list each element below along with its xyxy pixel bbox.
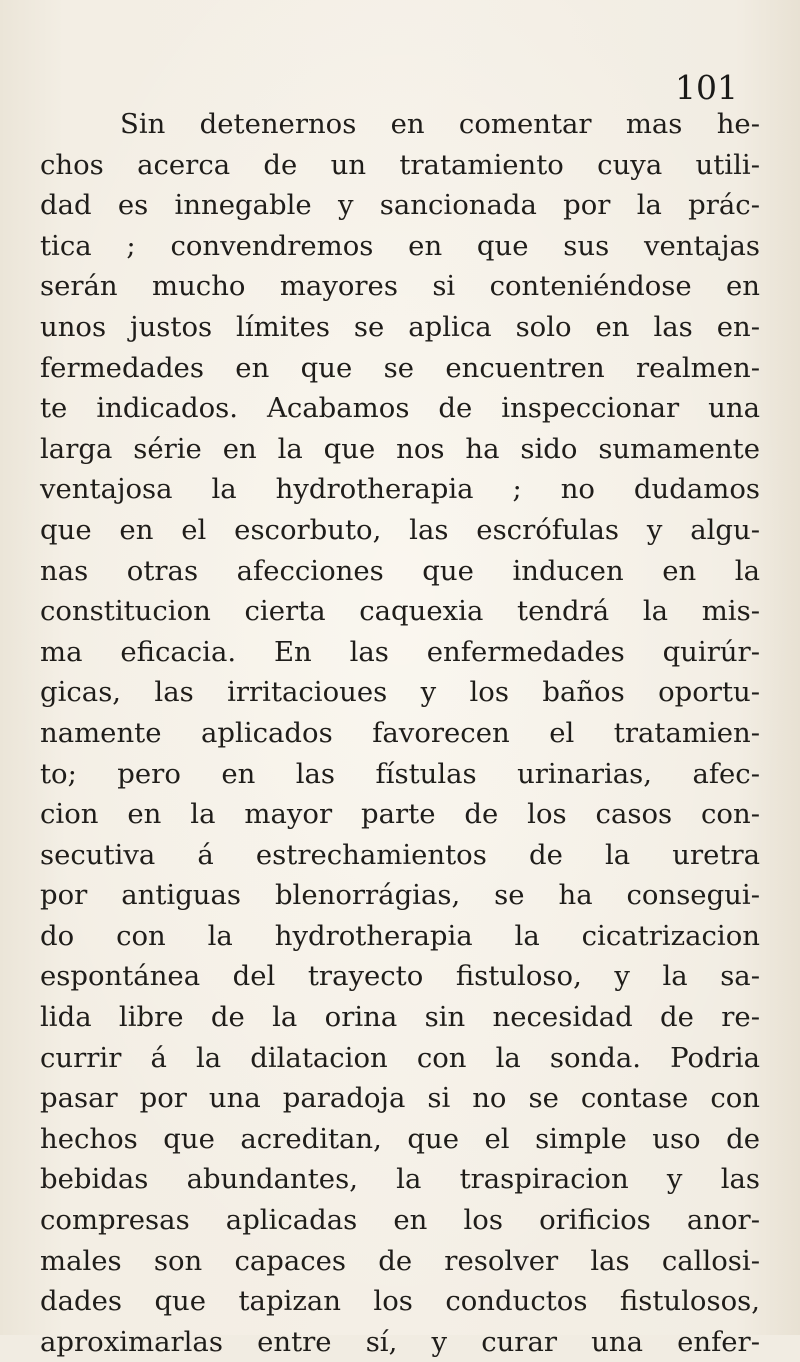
text-line: males son capaces de resolver las callosi- [40, 1244, 760, 1277]
text-line: tica ; convendremos en que sus ventajas [40, 229, 760, 262]
text-line: que en el escorbuto, las escrófulas y algu- [40, 513, 760, 546]
text-line: secutiva á estrechamientos de la uretra [40, 838, 760, 871]
text-line: to; pero en las fístulas urinarias, afec- [40, 757, 760, 790]
page-number: 101 [675, 68, 738, 107]
text-line: te indicados. Acabamos de inspeccionar una [40, 392, 760, 425]
text-line: do con la hydrotherapia la cicatrizacion [40, 919, 760, 952]
text-line: nas otras afecciones que inducen en la [40, 554, 760, 587]
text-line: larga série en la que nos ha sido sumamente [40, 432, 760, 465]
text-line: lida libre de la orina sin necesidad de re- [40, 1001, 760, 1034]
text-line: ventajosa la hydrotherapia ; no dudamos [40, 473, 760, 506]
text-line: espontánea del trayecto fistuloso, y la sa- [40, 960, 760, 993]
text-line: ma eficacia. En las enfermedades quirúr- [40, 635, 760, 668]
text-line: unos justos límites se aplica solo en las en- [40, 310, 760, 343]
text-line: aproximarlas entre sí, y curar una enfer- [40, 1325, 760, 1358]
text-line: cion en la mayor parte de los casos con- [40, 798, 760, 831]
text-line: hechos que acreditan, que el simple uso de [40, 1122, 760, 1155]
text-line: fermedades en que se encuentren realmen- [40, 351, 760, 384]
text-line: dad es innegable y sancionada por la prác- [40, 189, 760, 222]
text-line: currir á la dilatacion con la sonda. Podria [40, 1041, 760, 1074]
text-line: serán mucho mayores si conteniéndose en [40, 270, 760, 303]
text-line: constitucion cierta caquexia tendrá la mis- [40, 595, 760, 628]
text-line: dades que tapizan los conductos fistulosos, [40, 1285, 760, 1318]
body-text [40, 104, 760, 1362]
text-line: Sin detenernos en comentar mas he- [120, 108, 760, 140]
text-line: bebidas abundantes, la traspiracion y las [40, 1163, 760, 1196]
text-line: namente aplicados favorecen el tratamien- [40, 716, 760, 749]
text-line: gicas, las irritacioues y los baños oportu- [40, 676, 760, 709]
text-line: por antiguas blenorrágias, se ha consegui- [40, 879, 760, 912]
text-line: chos acerca de un tratamiento cuya utili- [40, 148, 760, 181]
text-line: pasar por una paradoja si no se contase con [40, 1082, 760, 1115]
text-line: compresas aplicadas en los orificios anor- [40, 1204, 760, 1237]
